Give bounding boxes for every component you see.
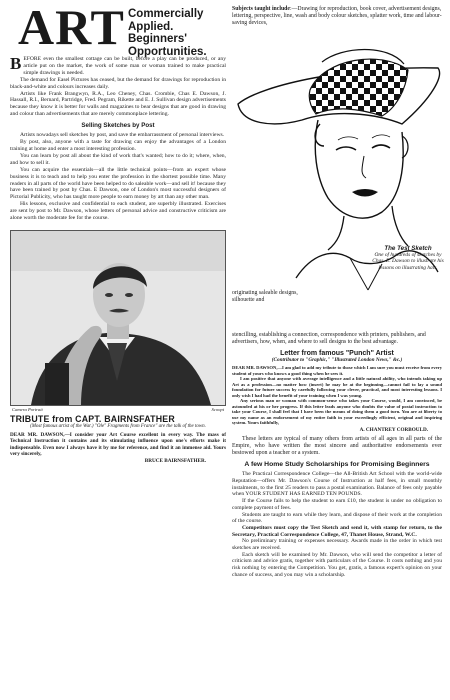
intro-text: EFORE even the smallest cottage can be built, before a play can be produced, or any article put on the market, the work of some man or woman trained to make practical simple drawings is needed. bbox=[23, 56, 226, 76]
drop-cap: B bbox=[10, 54, 22, 73]
tribute-letter: DEAR MR. DAWSON,—I consider your Art Course excellent in every way. The mass of Technical Instruction it contains and its stimulating influence upon one's efforts make it indispensable. Even now I always have it by me for reference, and find it an immense aid. Yours very sincerely, bbox=[10, 431, 226, 457]
test-sketch-title: The Test Sketch bbox=[384, 244, 432, 252]
scholarship-paragraph: The Practical Correspondence College—the All-British Art School with the world-wide Reputation—offers Mr. Dawson's Course of Instruction at half fees, in small monthly instalments, to the first 25 readers to pass a postal examination. Balance of fees only payable when YOUR STUDENT HAS EARNED TEN POUNDS. bbox=[232, 471, 442, 498]
portrait-illustration bbox=[11, 231, 225, 405]
originating-text: originating saleable designs, silhouette and bbox=[232, 289, 298, 303]
body-paragraph: Artists like Frank Brangwyn, R.A., Leo Cheney, Chas. Crombie, Chas E. Dawson, J. Hassall, R.I., Bernard, Partridge, Fred. Pegram, Rikette and E. J. Sullivan design advertisements because they know it is better for walls and magazines to bear designs that are good in drawing and colour than advertisements that are merely commonplace lettering. bbox=[10, 90, 226, 118]
body-paragraph: By post, also, anyone with a taste for drawing can enjoy the advantages of a London training at home and enter a most interesting profession. bbox=[10, 139, 226, 152]
body-paragraph: His lessons, exclusive and confidential to each student, are superbly illustrated. Exercises are sent by post to Mr. Dawson, whose letters of personal advice and constructive criticism are alone worth the moderate fee for the course. bbox=[10, 201, 226, 222]
masthead-subtitle bbox=[128, 8, 228, 58]
scholarship-paragraph: Students are taught to earn while they learn, and dispose of their work at the completion of the course. bbox=[232, 511, 442, 525]
intro-paragraph bbox=[10, 56, 226, 77]
tribute-subheading: (Most famous artist of the War.) "Ole" Fragments from France" are the talk of the town. bbox=[30, 423, 206, 429]
subjects-continued: stencilling, establishing a connection, correspondence with printers, publishers, and advertisers, how, when, and where to sell designs to the best advantage. bbox=[232, 331, 426, 345]
scholarship-paragraph: Competitors must copy the Test Sketch and send it, with stamp for return, to the Secretary, Practical Correspondence College, 47, Thanet House, Strand, W.C. bbox=[232, 524, 442, 538]
photo-caption-right: Scoopt bbox=[211, 406, 224, 412]
punch-letter-paragraph: Any serious man or woman with common-sense who takes your Course, would, I am convinced, be astounded at his or her progress. If this letter leads anyone who doubts the value of postal instruction to take your Course, I shall feel that I have been the means of doing them a good turn. You are at liberty to use my name as an endorsement of my entire faith in your exceedingly efficient, original and inspiring system. Yours faithfully, bbox=[232, 398, 442, 426]
test-sketch-caption-text: One of hundreds of sketches by Chas. E. Dawson to illustrate his lessons on illustrating hats. bbox=[372, 252, 444, 271]
typical-paragraph: These letters are typical of many others from artists of all ages in all parts of the Empire, who have written the most sincere and authoritative endorsements ever bestowed upon a teacher or a system. bbox=[232, 435, 442, 456]
body-paragraph: The demand for Easel Pictures has ceased, but the demand for drawings for reproduction in black-and-white and colours increases daily. bbox=[10, 76, 226, 90]
tribute-heading: TRIBUTE from CAPT. BAIRNSFATHER bbox=[10, 413, 175, 424]
masthead bbox=[10, 0, 226, 58]
punch-signature: A. CHANTREY CORBOULD. bbox=[359, 426, 428, 433]
portrait-photo bbox=[10, 230, 226, 406]
subjects-text: :—Drawing for reproduction, book cover, advertisement designs, lettering, perspective, line, wash and body colour sketches, splatter work, time and labour-saving devices, bbox=[232, 6, 442, 27]
body-paragraph: Artists nowadays sell sketches by post, and save the embarrassment of personal interviews. bbox=[20, 132, 225, 139]
test-sketch-area bbox=[232, 28, 442, 332]
section-heading: Selling Sketches by Post bbox=[81, 122, 155, 130]
scholarship-paragraph: Each sketch will be examined by Mr. Dawson, who will send the competitor a letter of criticism and advice gratis, together with particulars of the Course. It costs nothing and you risk nothing by entering the Competition. You get, gratis, a famous expert's opinion on your chance of success, and you may win a scholarship. bbox=[232, 551, 442, 578]
masthead-subtitle-line: Beginners' bbox=[128, 33, 187, 45]
right-column bbox=[232, 6, 442, 579]
hat-sketch-illustration bbox=[232, 28, 446, 332]
scholarship-paragraph: No preliminary training or expenses necessary. Awards made in the order in which test sketches are received. bbox=[232, 538, 442, 552]
scholarship-heading: A few Home Study Scholarships for Promising Beginners bbox=[244, 460, 430, 468]
masthead-title: ART bbox=[18, 0, 125, 55]
scholarship-paragraph: If the Course fails to help the student to earn £10, the student is under no obligation to complete payment of fees. bbox=[232, 498, 442, 511]
subjects-paragraph bbox=[232, 6, 442, 28]
left-column bbox=[10, 0, 226, 465]
body-paragraph: You can acquire the essentials—all the little technical points—from an expert whose business it is to teach and to help you enter the profession in the shortest possible time. Many readers in all parts of the world have been helped to do saleable work—and sell it! because they have been trained by post by Chas. E Dawson, one of London's most successful designers of Pictorial Publicity, who has taught more people to earn money by art than any other man. bbox=[10, 166, 226, 201]
punch-letter-paragraph: I am positive that anyone with average intelligence and a little natural ability, who intends taking up Art as a profession—no matter how (insert) he may be at the beginning—cannot fail to lay a sound foundation for future success by carefully following your clever, practical, and most interesting lessons. I only wish I had had the benefit of your training when I was young. bbox=[232, 376, 442, 398]
masthead-subtitle-line: Commercially Applied. bbox=[128, 8, 204, 33]
tribute-signature: BRUCE BAIRNSFATHER. bbox=[144, 458, 206, 465]
masthead-subtitle-line: Opportunities. bbox=[128, 45, 207, 58]
punch-letter-paragraph: DEAR MR. DAWSON,—I am glad to add my tribute to those which I am sure you must receive from every student of yours who knows a good thing when he sees it. bbox=[232, 365, 442, 376]
body-paragraph: You can learn by post all about the kind of work that's wanted; how to do it; where, when, and how to sell it. bbox=[10, 152, 226, 166]
subjects-label: Subjects taught include bbox=[232, 6, 290, 12]
punch-letter-subheading: (Contributor to "Graphic," "Illustrated London News," &c.) bbox=[271, 357, 403, 364]
test-sketch-caption bbox=[372, 246, 444, 272]
photo-credit-row bbox=[10, 407, 226, 412]
photo-caption-left: Camera Portrait bbox=[12, 406, 43, 412]
punch-letter-heading: Letter from famous "Punch" Artist bbox=[280, 350, 394, 358]
